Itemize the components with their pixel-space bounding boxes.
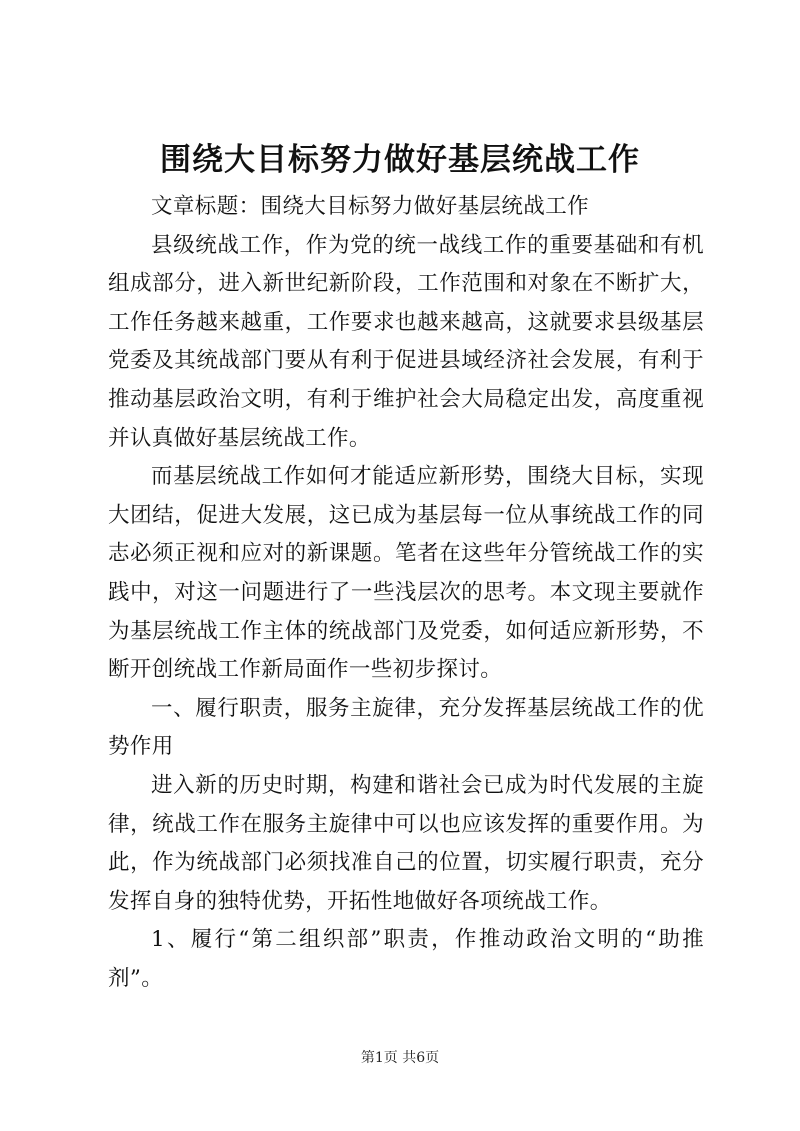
section-heading-1: 一、履行职责，服务主旋律，充分发挥基层统战工作的优势作用 [108,695,704,760]
document-body [108,188,704,998]
document-title: 围绕大目标努力做好基层统战工作 [160,142,640,178]
page-footer: 第1页 共6页 [360,1050,440,1066]
paragraph-new-situation: 而基层统战工作如何才能适应新形势，围绕大目标，实现大团结，促进大发展，这已成为基层每一位从事统战工作的同志必须正视和应对的新课题。笔者在这些年分管统战工作的实践中，对这一问题进行了一些浅层次的思考。本文现主要就作为基层统战工作主体的统战部门及党委，如何适应新形势，不断开创统战工作新局面作一些初步探讨。 [108,464,704,683]
paragraph-main-theme: 进入新的历史时期，构建和谐社会已成为时代发展的主旋律，统战工作在服务主旋律中可以也应该发挥的重要作用。为此，作为统战部门必须找准自己的位置，切实履行职责，充分发挥自身的独特优势，开拓性地做好各项统战工作。 [108,772,704,914]
paragraph-intro: 县级统战工作，作为党的统一战线工作的重要基础和有机组成部分，进入新世纪新阶段，工作范围和对象在不断扩大，工作任务越来越重，工作要求也越来越高，这就要求县级基层党委及其统战部门要从有利于促进县域经济社会发展，有利于推动基层政治文明，有利于维护社会大局稳定出发，高度重视并认真做好基层统战工作。 [108,232,704,451]
subsection-heading-1: 1、履行“第二组织部”职责，作推动政治文明的“助推剂”。 [108,927,704,991]
paragraph-article-title: 文章标题：围绕大目标努力做好基层统战工作 [151,194,590,219]
